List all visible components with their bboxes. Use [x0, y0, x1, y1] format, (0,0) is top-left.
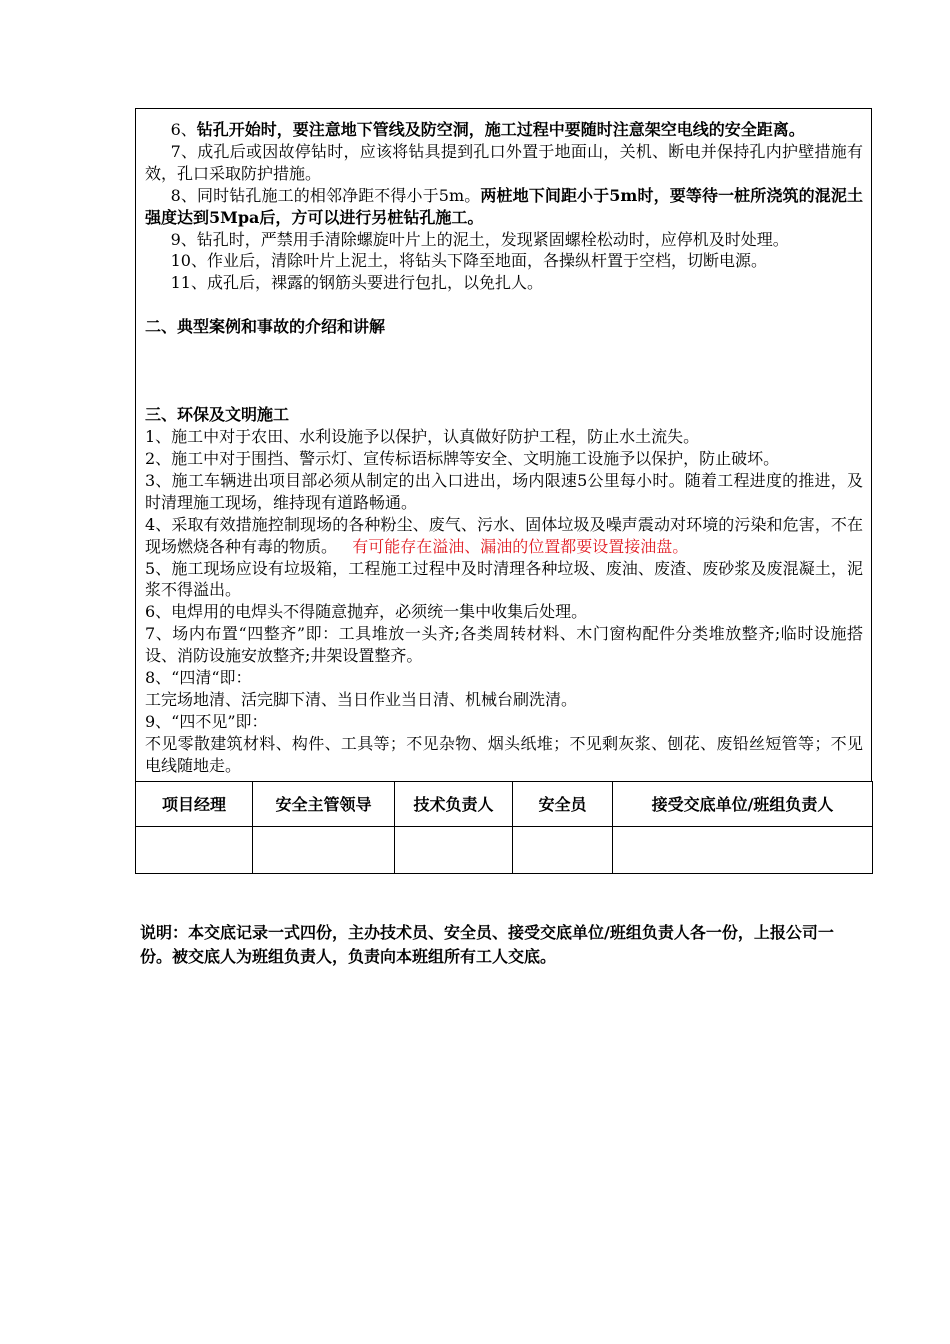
item-number: 11、 — [170, 273, 207, 293]
header-receiving-unit: 接受交底单位/班组负责人 — [613, 781, 873, 826]
item-7 — [145, 141, 863, 185]
signature-table — [135, 781, 873, 874]
env-item-9: 9、“四不见”即： — [145, 711, 268, 731]
item-number: 8、 — [170, 185, 198, 205]
item-6 — [145, 119, 863, 141]
item-8 — [145, 185, 863, 229]
item-text: 作业后，清除叶片上泥土，将钻头下降至地面，各操纵杆置于空档，切断电源。 — [206, 251, 767, 271]
content-cell — [135, 108, 872, 781]
disclosure-sheet — [135, 108, 872, 874]
item-number: 6、 — [170, 120, 197, 139]
env-item-8: 8、“四清“即： — [145, 668, 252, 688]
item-number: 9、 — [170, 229, 197, 249]
header-tech-lead: 技术负责人 — [395, 781, 513, 826]
footnote: 说明：本交底记录一式四份，主办技术员、安全员、接受交底单位/班组负责人各一份，上报公司一份。被交底人为班组负责人，负责向本班组所有工人交底。 — [140, 923, 834, 966]
env-item-6: 6、电焊用的电焊头不得随意抛弃，必须统一集中收集后处理。 — [145, 602, 588, 622]
signature-row — [136, 826, 873, 873]
item-text-bold: 钻孔开始时，要注意地下管线及防空洞，施工过程中要随时注意架空电线的安全距离。 — [196, 120, 805, 139]
env-item-9-detail: 不见零散建筑材料、构件、工具等；不见杂物、烟头纸堆；不见剩灰浆、刨花、废铅丝短管等；不见电线随地走。 — [145, 733, 863, 775]
item-text: 成孔后或因故停钻时，应该将钻具提到孔口外置于地面山，关机、断电并保持孔内护壁措施有效，孔口采取防护措施。 — [145, 141, 863, 183]
header-safety-lead: 安全主管领导 — [253, 781, 395, 826]
env-item-4-highlight: 有可能存在溢油、漏油的位置都要设置接油盘。 — [352, 536, 689, 556]
signature-cell[interactable] — [513, 826, 613, 873]
env-item-3: 3、施工车辆进出项目部必须从制定的出入口进出，场内限速5公里每小时。随着工程进度的推进，及时清理施工现场，维持现有道路畅通。 — [145, 470, 863, 512]
signature-cell[interactable] — [395, 826, 513, 873]
env-item-7: 7、场内布置“四整齐”即：工具堆放一头齐;各类周转材料、木门窗构配件分类堆放整齐;临时设施搭设、消防设施安放整齐;井架设置整齐。 — [145, 624, 863, 666]
env-item-5: 5、施工现场应设有垃圾箱，工程施工过程中及时清理各种垃圾、废油、废渣、废砂浆及废混凝土，泥浆不得溢出。 — [145, 558, 863, 600]
env-item-4-text: 4、采取有效措施控制现场的各种粉尘、废气、污水、固体垃圾及噪声震动对环境的污染和危害，不在现场燃烧各种有毒的物质。 — [145, 514, 863, 556]
item-text: 钻孔时，严禁用手清除螺旋叶片上的泥土，发现紧固螺栓松动时，应停机及时处理。 — [196, 229, 789, 249]
item-9 — [145, 229, 863, 251]
item-10 — [145, 250, 863, 272]
signature-header-row — [136, 781, 873, 826]
header-safety-officer: 安全员 — [513, 781, 613, 826]
signature-cell[interactable] — [613, 826, 873, 873]
item-text: 成孔后，裸露的钢筋头要进行包扎，以免扎人。 — [206, 273, 543, 293]
header-project-manager: 项目经理 — [136, 781, 253, 826]
item-number: 10、 — [170, 251, 207, 271]
env-item-4 — [145, 514, 863, 558]
signature-cell[interactable] — [253, 826, 395, 873]
item-11 — [145, 272, 863, 294]
item-text: 同时钻孔施工的相邻净距不得小于5m。 — [197, 185, 481, 205]
env-item-1: 1、施工中对于农田、水利设施予以保护，认真做好防护工程，防止水土流失。 — [145, 427, 700, 447]
env-item-2: 2、施工中对于围挡、警示灯、宣传标语标牌等安全、文明施工设施予以保护，防止破坏。 — [145, 448, 780, 468]
section-3-heading: 三、环保及文明施工 — [145, 405, 290, 425]
item-number: 7、 — [170, 141, 198, 161]
item-text-bold: 两桩地下间距小于5m时，要等待一桩所浇筑的混泥土强度达到5Mpa后，方可以进行另桩钻孔施工。 — [145, 185, 863, 227]
signature-cell[interactable] — [136, 826, 253, 873]
env-item-8-detail: 工完场地清、活完脚下清、当日作业当日清、机械台刷洗清。 — [145, 689, 578, 709]
section-2-heading: 二、典型案例和事故的介绍和讲解 — [145, 317, 386, 337]
